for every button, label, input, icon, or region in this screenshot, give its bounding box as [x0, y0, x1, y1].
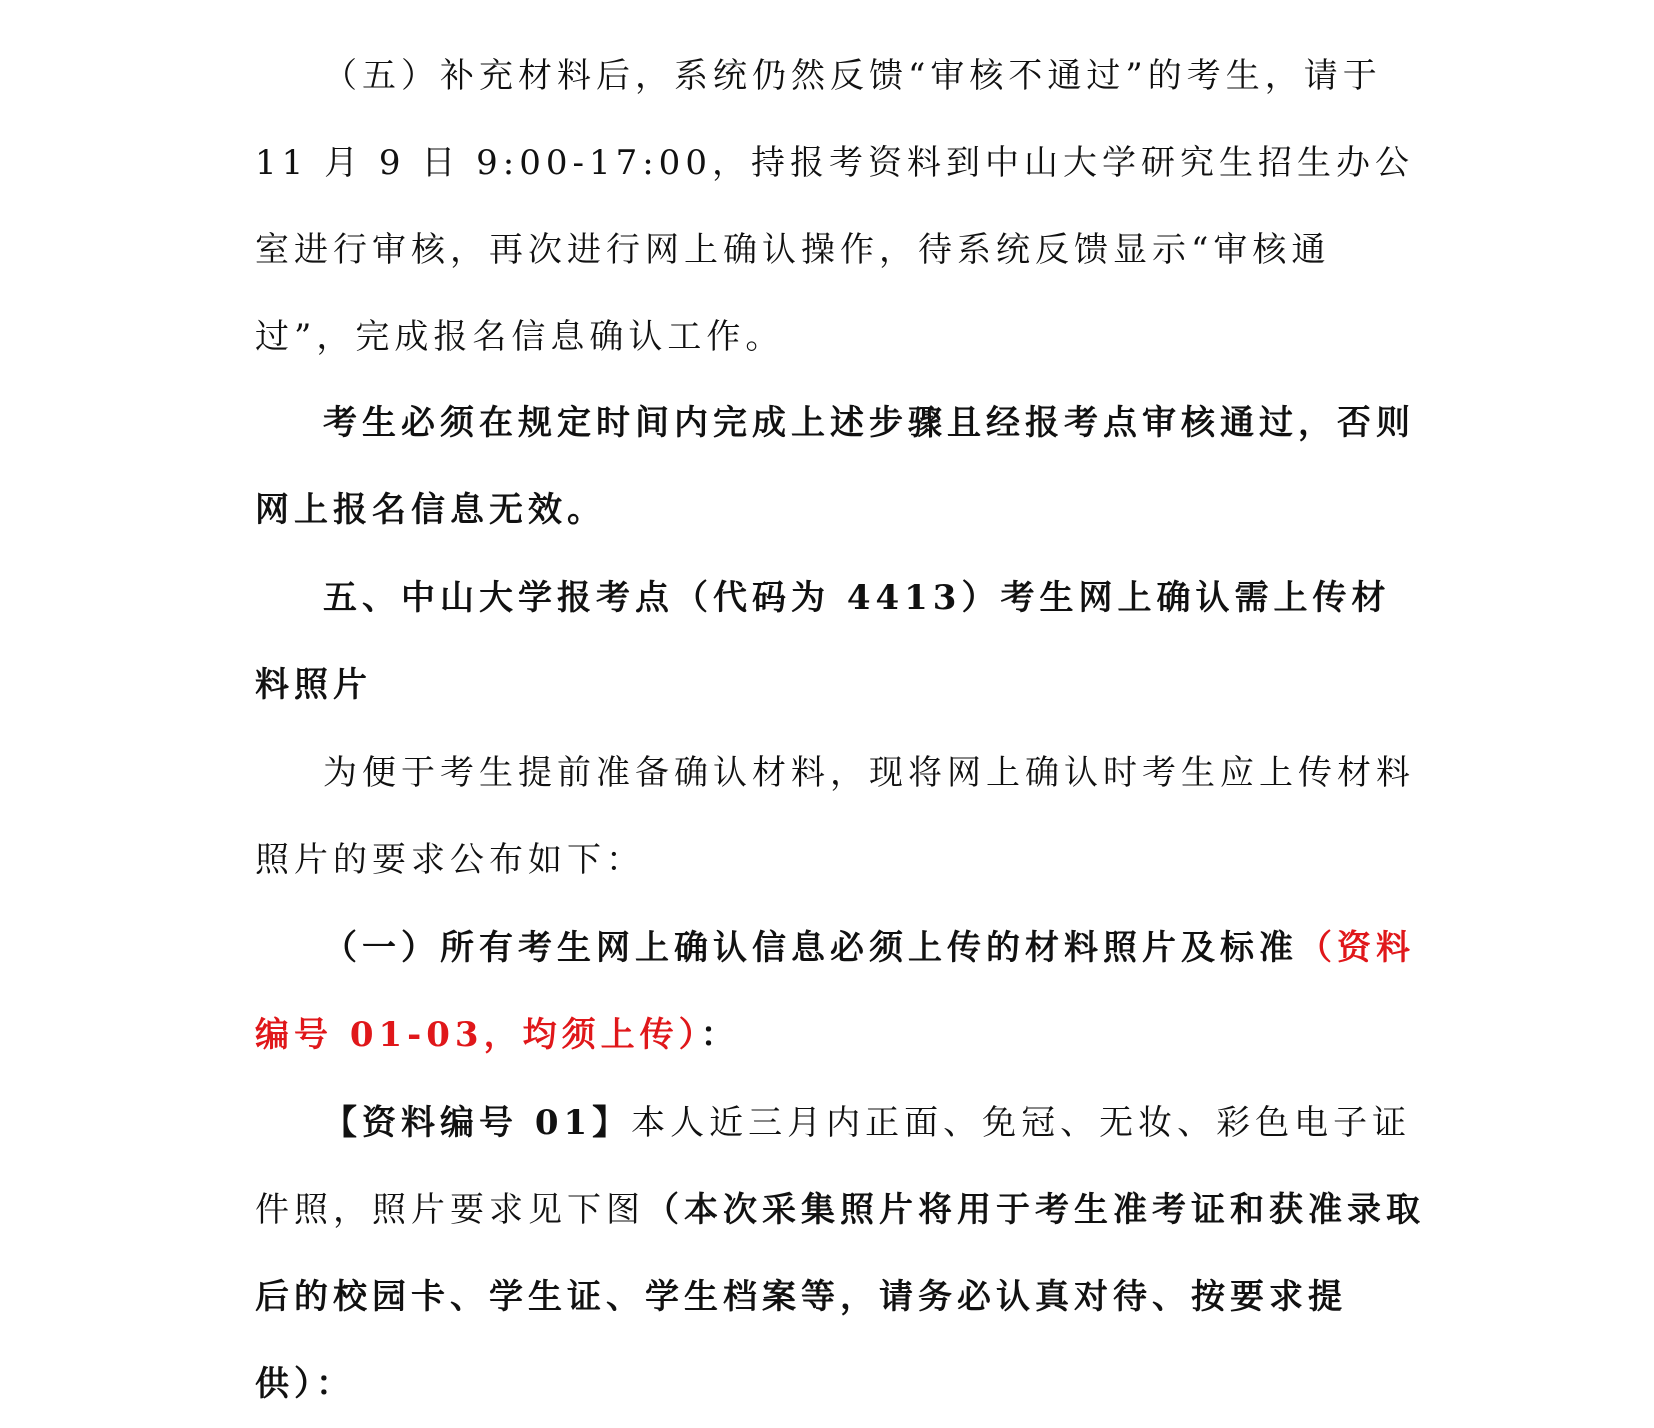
section-heading-five: [255, 555, 1425, 729]
paragraph-supplement-review: [255, 33, 1425, 381]
paragraph-text: 为便于考生提前准备确认材料，现将网上确认时考生应上传材料照片的要求公布如下：: [255, 753, 1415, 880]
paragraph-intro: [255, 730, 1425, 904]
item-one-title: （一）所有考生网上确认信息必须上传的材料照片及标准: [323, 928, 1298, 968]
paragraph-text: 考生必须在规定时间内完成上述步骤且经报考点审核通过，否则网上报名信息无效。: [255, 403, 1415, 530]
item-one-red-note: （资料编号 01-03，均须上传）: [255, 928, 1415, 1055]
ref-01-text: 本人近三月内正面、免冠、无妆、彩色电子证件照，照片要求见下图: [255, 1103, 1412, 1230]
item-one-colon: ：: [700, 1015, 740, 1055]
paragraph-deadline-warning: [255, 380, 1425, 554]
paragraph-text: （五）补充材料后，系统仍然反馈“审核不通过”的考生，请于 11 月 9 日 9:00-17:00，持报考资料到中山大学研究生招生办公室进行审核，再次进行网上确认操作，待系统反馈显示“审核通过”，完成报名信息确认工作。: [255, 56, 1414, 357]
subsection-item-one: [255, 905, 1425, 1079]
heading-text: 五、中山大学报考点（代码为 4413）考生网上确认需上传材料照片: [255, 578, 1391, 705]
ref-01-label: 【资料编号 01】: [323, 1103, 632, 1143]
ref-01-bold-note: （本次采集照片将用于考生准考证和获准录取后的校园卡、学生证、学生档案等，请务必认真对待、按要求提供）：: [255, 1190, 1425, 1404]
material-ref-01: [255, 1080, 1425, 1428]
